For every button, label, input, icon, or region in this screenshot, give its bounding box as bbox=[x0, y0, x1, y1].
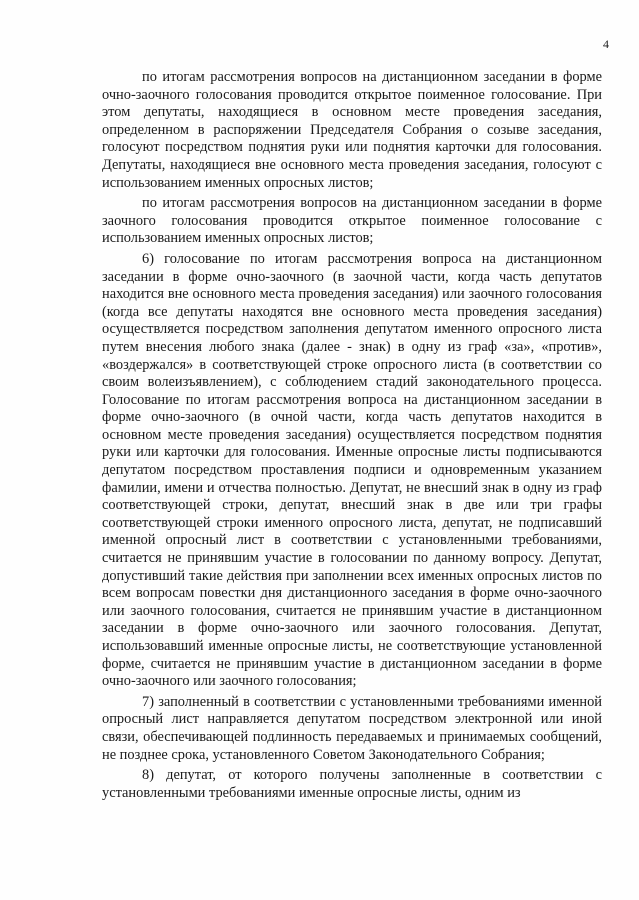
paragraph-item-8: 8) депутат, от которого получены заполненные в соответствии с установленными требованиями именные опросные листы, одним из bbox=[102, 767, 602, 801]
paragraph-item-6: 6) голосование по итогам рассмотрения вопроса на дистанционном заседании в форме очно-заочного (в заочной части, когда часть депутатов находится вне основного места проведения заседания) или заочного голосования (когда все депутаты находятся вне основного места проведения заседания) осуществляется посредством заполнения депутатом именного опросного листа путем внесения любого знака (далее - знак) в одну из граф «за», «против», «воздержался» в соответствующей строке опросного листа (в соответствии со своим волеизъявлением), с соблюдением стадий законодательного процесса. Голосование по итогам рассмотрения вопроса на дистанционном заседании в форме очно-заочного (в очной части, когда часть депутатов находится в основном месте проведения заседания) осуществляется посредством поднятия руки или карточки для голосования. Именные опросные листы подписываются депутатом посредством проставления подписи и одновременным указанием фамилии, имени и отчества полностью. Депутат, не внесший знак в одну из граф соответствующей строки, депутат, внесший знак в две или три графы соответствующей строки именного опросного листа, депутат, не подписавший именной опросный лист в соответствии с установленными требованиями, считается не принявшим участие в голосовании по данному вопросу. Депутат, допустивший такие действия при заполнении всех именных опросных листов по всем вопросам повестки дня дистанционного заседания в форме очно-заочного или заочного голосования, считается не принявшим участие в дистанционном заседании в форме очно-заочного или заочного голосования. Депутат, использовавший именные опросные листы, не соответствующие установленной форме, считается не принявшим участие в дистанционном заседании в форме очно-заочного или заочного голосования; bbox=[102, 250, 602, 690]
paragraph-item-7: 7) заполненный в соответствии с установленными требованиями именной опросный лист направляется депутатом посредством электронной или иной связи, обеспечивающей подлинность передаваемых и принимаемых сообщений, не позднее срока, установленного Советом Законодательного Собрания; bbox=[102, 693, 602, 763]
paragraph-voting-absentee: по итогам рассмотрения вопросов на дистанционном заседании в форме заочного голосования проводится открытое поименное голосование с использованием именных опросных листов; bbox=[102, 195, 602, 247]
page-number: 4 bbox=[603, 37, 609, 51]
paragraph-voting-in-person-absentee: по итогам рассмотрения вопросов на дистанционном заседании в форме очно-заочного голосования проводится открытое поименное голосование. При этом депутаты, находящиеся в основном месте проведения заседания, определенном в распоряжении Председателя Собрания о созыве заседания, голосуют посредством поднятия руки или поднятия карточки для голосования. Депутаты, находящиеся вне основного места проведения заседания, голосуют с использованием именных опросных листов; bbox=[102, 69, 602, 191]
document-body bbox=[102, 69, 602, 805]
